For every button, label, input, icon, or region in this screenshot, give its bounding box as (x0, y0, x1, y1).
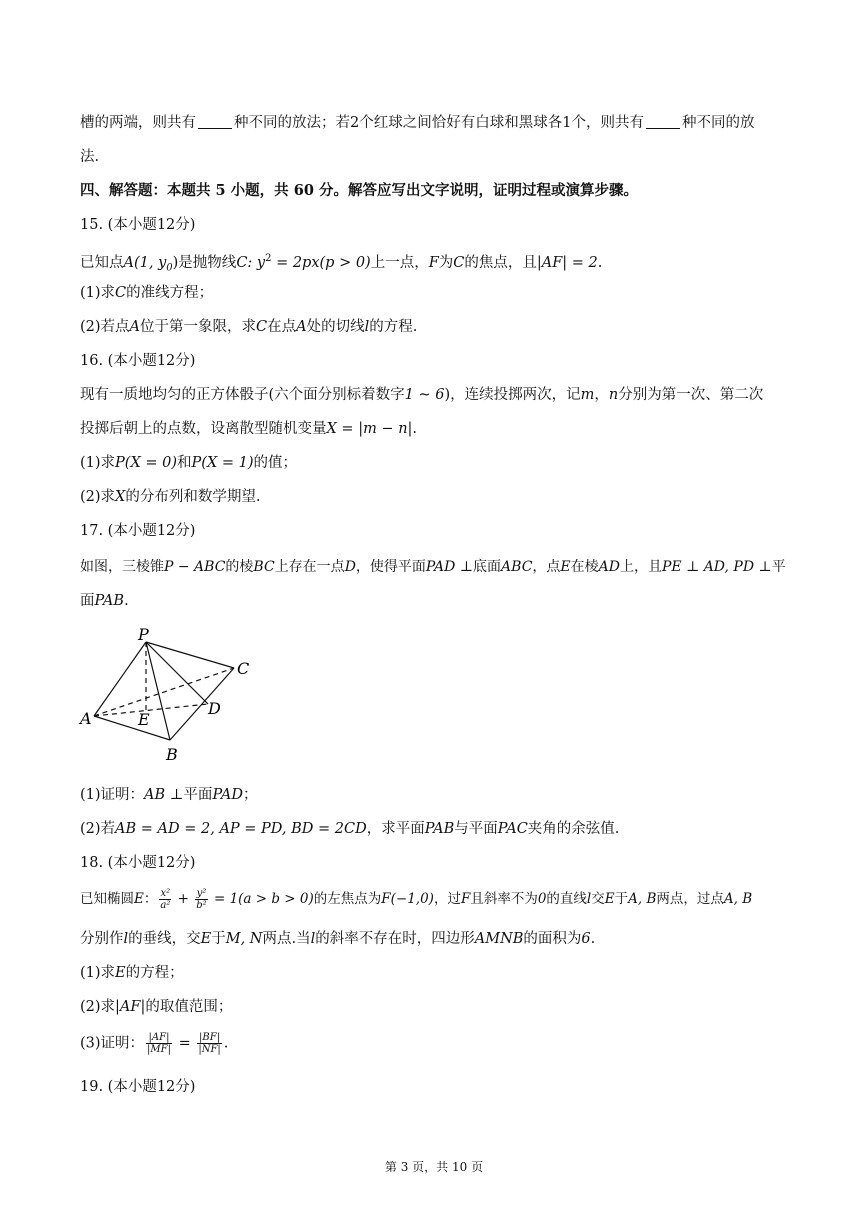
denominator: |NF| (198, 1044, 221, 1055)
text: 分别为第一次、第二次 (618, 387, 764, 403)
math: D (344, 559, 356, 575)
text: 且斜率不为 (470, 891, 538, 907)
text: 的值； (253, 455, 298, 471)
math: PAB (94, 593, 125, 609)
math: E (134, 891, 144, 907)
math: 6 (581, 931, 591, 947)
text: (1)证明： (80, 787, 145, 803)
text: (1)求 (80, 965, 116, 981)
q17-stem-1 (80, 556, 798, 578)
q17-head-text: 17. (本小题12分) (80, 523, 196, 539)
q14-text: 槽的两端，则共有 (80, 115, 196, 131)
q18-part2 (80, 996, 798, 1018)
text: 两点.当 (262, 931, 311, 947)
text: 面 (80, 593, 95, 609)
math: |AF| (115, 999, 146, 1015)
math: E (604, 891, 615, 907)
text: 的直线 (546, 891, 587, 907)
text: . (223, 1035, 229, 1052)
denominator: a² (160, 900, 171, 911)
math: F (460, 891, 471, 907)
math: M, N (225, 931, 263, 947)
math: E (560, 559, 571, 575)
numerator: |AF| (146, 1032, 172, 1044)
text: 在棱 (570, 559, 599, 575)
text: (2)求 (80, 489, 116, 505)
text: ； (242, 787, 258, 803)
text: 上存在一点 (274, 559, 345, 575)
q14-tail-line2 (80, 146, 798, 168)
text: 位于第一象限，求 (140, 319, 257, 335)
text: (2)若 (80, 821, 116, 837)
q17-part1 (80, 784, 798, 806)
q15-part1 (80, 282, 798, 304)
label-E: E (138, 710, 150, 729)
math: A (129, 319, 141, 335)
label-A: A (80, 709, 92, 728)
math: = (173, 1035, 196, 1052)
text: (2)若点 (80, 319, 130, 335)
text: 如图，三棱锥 (80, 559, 164, 575)
text: ⊥平 (754, 559, 786, 575)
q18-part3 (80, 1032, 798, 1055)
q16-part1 (80, 452, 798, 474)
q19-head-text: 19. (本小题12分) (80, 1079, 196, 1095)
math: = 1(a > b > 0) (209, 891, 314, 907)
q19-head (80, 1076, 798, 1098)
math: A, B (628, 891, 657, 907)
math: A(1, y (123, 254, 167, 271)
fraction (197, 1032, 221, 1055)
text: ， (594, 387, 609, 403)
text: (1)求 (80, 285, 116, 301)
text: 于 (211, 931, 226, 947)
text: 处的切线 (306, 319, 365, 335)
q16-stem-2 (80, 418, 798, 440)
math: 0 (537, 891, 547, 907)
text: ⊥平面 (165, 787, 213, 803)
text: 已知点 (80, 254, 124, 271)
math: l (123, 931, 129, 947)
section-heading-text: 四、解答题：本题共 5 小题，共 60 分。解答应写出文字说明，证明过程或演算步骤。 (80, 182, 638, 199)
q14-tail-line1 (80, 112, 798, 134)
text: . (597, 254, 603, 271)
q18-stem-1 (80, 888, 798, 911)
math: C: y (236, 254, 266, 271)
section-heading (80, 180, 798, 202)
math: F (428, 254, 439, 271)
q16-stem-1 (80, 384, 798, 406)
label-C: C (237, 659, 250, 678)
text: (1)求 (80, 455, 116, 471)
label-P: P (138, 625, 149, 644)
q14-text: 种不同的放法；若2个红球之间恰好有白球和黑球各1个，则共有 (234, 115, 644, 131)
text: . (412, 421, 418, 437)
math: PAD (212, 787, 243, 803)
text: 的斜率不存在时，四边形 (315, 931, 475, 947)
pyramid-figure (74, 622, 274, 767)
page-footer: 第 3 页，共 10 页 (384, 1160, 484, 1174)
text: 的垂线，交 (128, 931, 201, 947)
math: n (608, 387, 619, 403)
text: 的方程. (369, 319, 418, 335)
numerator: x² (160, 888, 171, 899)
text: 和 (177, 455, 192, 471)
math: P(X = 1) (191, 455, 254, 471)
text: ，过 (433, 891, 461, 907)
text: 的焦点，且 (464, 254, 537, 271)
math: AD (598, 559, 620, 575)
math: E (115, 965, 126, 981)
q17-stem-2 (80, 590, 798, 612)
numerator: y² (196, 888, 207, 899)
math: AMNB (474, 931, 524, 947)
text: 的棱 (225, 559, 254, 575)
math: P − ABC (164, 559, 226, 575)
q18-stem-2 (80, 928, 798, 950)
text: 分别作 (80, 931, 124, 947)
q14-text: 种不同的放 (681, 115, 755, 131)
text: 已知椭圆 (80, 891, 134, 907)
math: PAD (425, 559, 456, 575)
math: X (115, 489, 126, 505)
math: PE ⊥ AD, PD (661, 559, 755, 575)
text: 夹角的余弦值. (527, 821, 620, 837)
text: 投掷后朝上的点数，设离散型随机变量 (80, 421, 327, 437)
text: . (590, 931, 596, 947)
q16-head-text: 16. (本小题12分) (80, 353, 196, 369)
edge-BC (170, 668, 234, 740)
q18-head (80, 852, 798, 874)
math: 0 (166, 262, 173, 274)
text: 的方程； (125, 965, 184, 981)
denominator: b² (196, 900, 207, 911)
fraction (146, 1032, 172, 1055)
q17-part2 (80, 818, 798, 840)
math: E (200, 931, 212, 947)
text: 于 (614, 891, 629, 907)
text: (3)证明： (80, 1035, 145, 1052)
q15-head-text: 15. (本小题12分) (80, 217, 196, 233)
label-D: D (208, 699, 221, 718)
q16-head (80, 350, 798, 372)
math: P(X = 0) (115, 455, 178, 471)
math: |AF| = 2 (536, 254, 598, 271)
denominator: |MF| (147, 1044, 171, 1055)
edge-PA (94, 642, 146, 716)
text: 两点，过点 (656, 891, 724, 907)
math: + (173, 891, 194, 907)
text: . (124, 593, 129, 609)
numerator: |BF| (199, 1032, 221, 1043)
text: 现有一质地均匀的正方体骰子(六个面分别标着数字 (80, 387, 405, 403)
math: A, B (723, 891, 753, 907)
answer-blank-2 (646, 114, 680, 129)
text: ，点 (532, 559, 561, 575)
math: l (586, 891, 592, 907)
text: 在点 (267, 319, 297, 335)
text: 与平面 (454, 821, 498, 837)
math: C (453, 254, 465, 271)
text: 上一点， (370, 254, 429, 271)
text: )，连续投掷两次，记 (444, 387, 581, 403)
label-B: B (166, 745, 178, 764)
text: 的分布列和数学期望. (125, 489, 261, 505)
math: l (364, 319, 370, 335)
math: BC (253, 559, 275, 575)
math: ABC (501, 559, 533, 575)
q17-head (80, 520, 798, 542)
math: l (310, 931, 316, 947)
text: 的面积为 (523, 931, 582, 947)
answer-blank-1 (198, 114, 232, 129)
q18-part1 (80, 962, 798, 984)
edge-AB (94, 716, 170, 740)
math: = 2px(p > 0) (271, 254, 371, 271)
text: 上，且 (619, 559, 662, 575)
text: )是抛物线 (172, 254, 237, 271)
math: PAC (497, 821, 528, 837)
math: PAB (424, 821, 455, 837)
text: ，使得平面 (355, 559, 426, 575)
q14-text: 法. (80, 149, 100, 165)
math: C (115, 285, 127, 301)
q15-head (80, 214, 798, 236)
q15-stem: 已知点A(1, $y_0$)是抛物线C: $y^2 = 2px(p > 0)$上一点，F为C的焦点，且|AF| = 2. (80, 253, 603, 274)
q16-part2 (80, 486, 798, 508)
math: A (296, 319, 307, 335)
text: 为 (438, 254, 454, 271)
q18-head-text: 18. (本小题12分) (80, 855, 196, 871)
fraction (195, 888, 207, 911)
text: 的取值范围； (145, 999, 233, 1015)
math: 1 ~ 6 (404, 387, 445, 403)
math: C (256, 319, 268, 335)
text: ⊥底面 (455, 559, 502, 575)
fraction (159, 888, 171, 911)
text: 的左焦点为 (313, 891, 382, 907)
text: 的准线方程； (126, 285, 214, 301)
math: AB = AD = 2, AP = PD, BD = 2CD (115, 821, 367, 837)
text: ： (143, 891, 158, 907)
text: (2)求 (80, 999, 116, 1015)
text: ，求平面 (366, 821, 425, 837)
math: F(−1,0) (381, 891, 434, 907)
math: AB (144, 787, 166, 803)
math: m (580, 387, 595, 403)
q15-part2 (80, 316, 798, 338)
math: X = |m − n| (326, 421, 413, 437)
text: 交 (591, 891, 605, 907)
